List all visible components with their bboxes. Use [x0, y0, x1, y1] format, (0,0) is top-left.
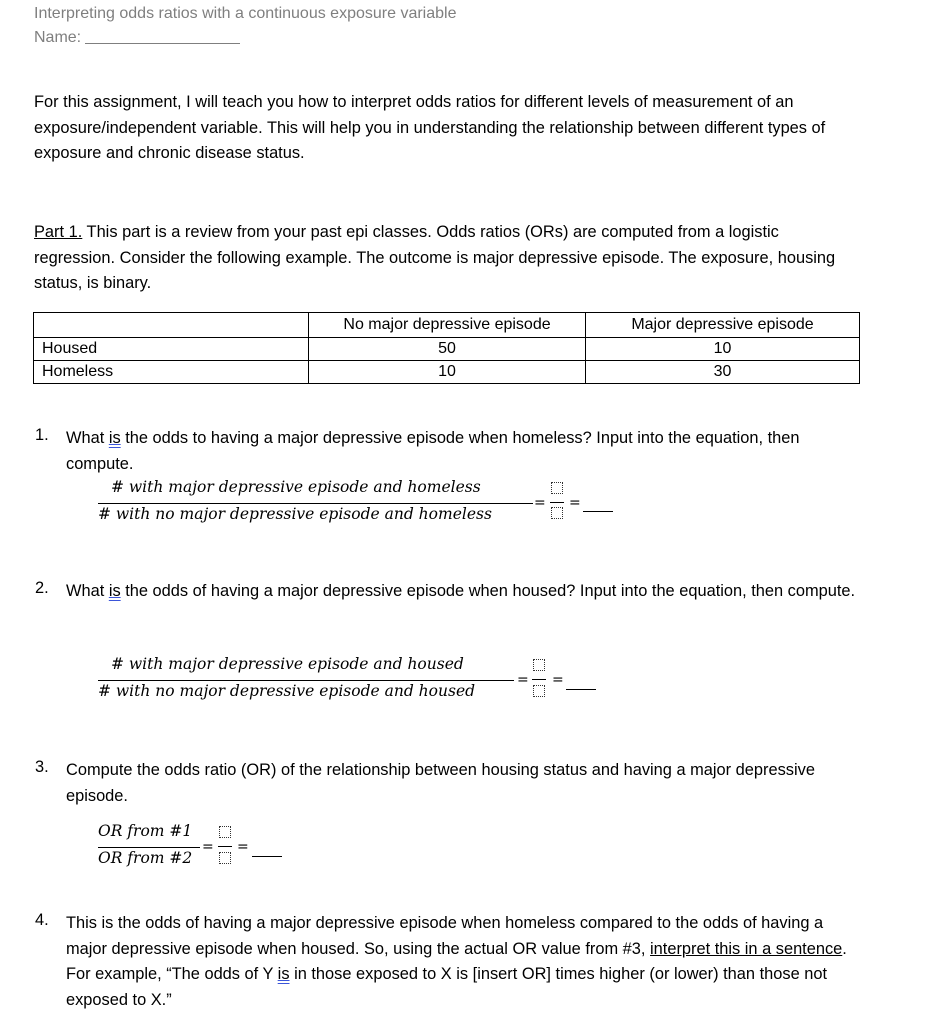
q1-box-bar [550, 502, 564, 503]
q3-answer-line[interactable] [252, 856, 282, 857]
q2-box-bar [532, 679, 546, 680]
q2-numerator: # with major depressive episode and housed [111, 655, 464, 673]
table-cell: 50 [309, 338, 586, 361]
q2-equals-2: = [552, 672, 564, 688]
q3-text: Compute the odds ratio (OR) of the relationship between housing status and having a major depressive episode. [66, 761, 815, 805]
q2-numerator-input-box[interactable] [533, 659, 545, 671]
q3-equals-2: = [237, 839, 249, 855]
q4-text-a: This is the odds of having a major depressive episode when homeless compared to the odds of having a major depressive episode when housed. So, using the actual OR value from #3, [66, 914, 824, 958]
q2-fraction-bar [98, 680, 514, 681]
q2-text-b: the odds of having a major depressive episode when housed? Input into the equation, then compute. [120, 582, 856, 600]
q1-text [66, 426, 856, 477]
q4-number: 4. [35, 911, 49, 929]
q3-denominator-input-box[interactable] [219, 852, 231, 864]
table-cell: 30 [586, 361, 860, 384]
document-title: Interpreting odds ratios with a continuous exposure variable [34, 5, 457, 22]
q1-numerator-input-box[interactable] [551, 482, 563, 494]
q2-number: 2. [35, 579, 49, 597]
q2-equals-1: = [517, 672, 529, 688]
q1-denominator-input-box[interactable] [551, 507, 563, 519]
table-cell: 10 [586, 338, 860, 361]
q1-is-flag: is [108, 429, 121, 447]
part1-label: Part 1. [34, 223, 83, 241]
name-blank-line[interactable] [85, 27, 240, 44]
q3-number: 3. [35, 758, 49, 776]
table-header-cell [34, 313, 309, 338]
q1-equals-1: = [534, 495, 546, 511]
q1-denominator: # with no major depressive episode and homeless [98, 505, 492, 523]
q2-answer-line[interactable] [566, 689, 596, 690]
q2-text [66, 579, 866, 605]
q3-denominator: OR from #2 [98, 849, 193, 867]
q3-box-bar [218, 846, 232, 847]
housing-table [33, 312, 860, 384]
q1-equals-2: = [569, 495, 581, 511]
q2-equation [98, 655, 518, 705]
q3-equals-1: = [202, 839, 214, 855]
q4-text-b: . For example, “The odds of Y [66, 939, 847, 983]
q3-fraction-bar [98, 847, 200, 848]
q2-is-flag: is [108, 582, 121, 600]
q4-text [66, 911, 866, 1013]
q1-text-b: the odds to having a major depressive episode when homeless? Input into the equation, then compute. [66, 429, 800, 473]
q2-denominator: # with no major depressive episode and housed [98, 682, 476, 700]
q3-equation [98, 822, 218, 872]
name-label: Name: [34, 29, 82, 46]
q4-interpret-link[interactable]: interpret this in a sentence [650, 939, 843, 958]
q1-text-a: What [66, 429, 109, 447]
name-field[interactable] [34, 27, 240, 49]
table-cell: 10 [309, 361, 586, 384]
part1-text: This part is a review from your past epi classes. Odds ratios (ORs) are computed from a logistic regression. Consider the following example. The outcome is major depressive episode. The exposure, housing status, is binary. [34, 223, 836, 292]
table-row [34, 338, 860, 361]
q2-text-a: What [66, 582, 109, 600]
q4-text-c: in those exposed to X is [insert OR] times higher (or lower) than those not exposed to X.” [66, 965, 828, 1009]
table-row [34, 361, 860, 384]
q1-answer-line[interactable] [583, 511, 613, 512]
q1-number: 1. [35, 426, 49, 444]
q2-denominator-input-box[interactable] [533, 685, 545, 697]
table-header-cell: No major depressive episode [309, 313, 586, 338]
table-cell: Homeless [34, 361, 309, 384]
q1-fraction-bar [98, 503, 533, 504]
q1-numerator: # with major depressive episode and homeless [111, 478, 481, 496]
table-header-cell: Major depressive episode [586, 313, 860, 338]
q3-numerator-input-box[interactable] [219, 826, 231, 838]
part1-paragraph [34, 220, 864, 297]
table-cell: Housed [34, 338, 309, 361]
q3-numerator: OR from #1 [98, 822, 193, 840]
q1-equation [98, 478, 538, 528]
intro-paragraph: For this assignment, I will teach you how to interpret odds ratios for different levels of measurement of an exposure/independent variable. This will help you in understanding the relationship between different types of exposure and chronic disease status. [34, 93, 826, 162]
table-header-row [34, 313, 860, 338]
q4-is-flag: is [277, 965, 290, 983]
